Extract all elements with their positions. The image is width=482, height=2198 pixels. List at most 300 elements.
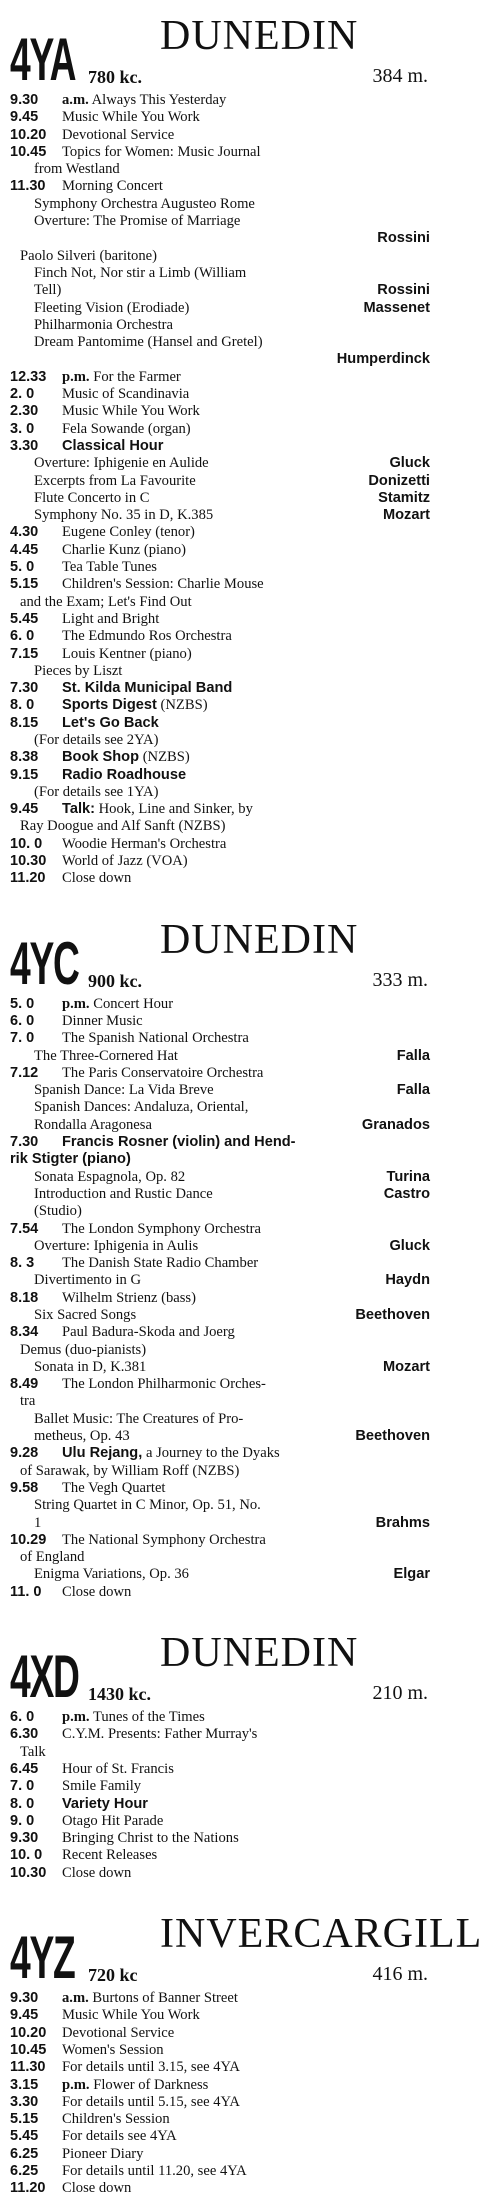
programme-text [62,386,430,403]
programme-text [62,2111,430,2128]
continuation-line: and the Exam; Let's Find Out [20,593,192,610]
time-value: 5.15 [10,576,39,593]
programme-title: Morning Concert [62,178,163,195]
programme-item [10,1796,430,1813]
programme-title: Dinner Music [62,1012,143,1029]
programme-list [10,92,430,888]
programme-text [62,2059,430,2076]
programme-item [10,2007,430,2024]
programme-text [62,1813,430,1830]
programme-text [62,1030,430,1047]
work-line: String Quartet in C Minor, Op. 51, No. [34,1497,261,1514]
programme-title: Bringing Christ to the Nations [62,1830,239,1847]
programme-item [10,1865,430,1882]
programme-text [62,1221,430,1238]
programme-time [10,749,62,766]
time-value: 9. 0 [10,1812,35,1829]
work-line: Spanish Dances: Andaluza, Oriental, [34,1099,249,1116]
programme-title: The National Symphony Orchestra [62,1531,266,1548]
programme-time [10,559,62,576]
work-title: Tell) [34,282,62,299]
station-frequency: 780 kc. [88,67,142,87]
composer-credit: Rossini [377,230,430,247]
programme-item [10,1709,430,1726]
programme-title: The Vegh Quartet [62,1479,166,1496]
programme-item [10,2111,430,2128]
programme-time [10,1221,62,1238]
work-title: Flute Concerto in C [34,489,150,506]
composer-credit: Granados [361,1116,430,1133]
programme-title: Pioneer Diary [62,2145,144,2162]
time-value: 11.30 [10,2059,46,2076]
programme-title: Woodie Herman's Orchestra [62,835,227,852]
programme-time [10,2059,62,2076]
work-line: Philharmonia Orchestra [34,316,174,333]
programme-text [62,1865,430,1882]
work-title: Six Sacred Songs [34,1307,137,1323]
programme-title: St. Kilda Municipal Band [62,680,233,697]
work-line: Dream Pantomime (Hansel and Gretel) [34,334,263,351]
programme-text [62,421,430,438]
continuation-line: of England [20,1549,85,1566]
programme-time [10,1065,62,1082]
programme-time [10,996,62,1013]
programme-text [62,1445,430,1462]
programme-item [10,1030,430,1047]
composer-credit: Elgar [393,1566,430,1583]
work-line: Ballet Music: The Creatures of Pro- [34,1410,244,1427]
programme-text [62,611,430,628]
programme-time [10,836,62,853]
time-value: 10.45 [10,2041,47,2058]
continuation-line: tra [20,1393,36,1410]
programme-item [10,386,430,403]
programme-time [10,386,62,403]
programme-title: Always This Yesterday [91,92,227,108]
work-with-composer [10,473,430,490]
programme-item [10,2180,430,2197]
programme-text [62,403,430,420]
station-call-sign: 4YA [10,26,76,93]
programme-text [62,628,430,645]
programme-text [62,1584,430,1601]
programme-text [62,715,430,732]
programme-text [62,1761,430,1778]
programme-title: The Edmundo Ros Orchestra [62,628,232,645]
programme-text [62,109,430,126]
programme-item [10,996,430,1013]
programme-item [10,767,430,784]
programme-title: Devotional Service [62,2024,175,2041]
programme-time [10,1532,62,1549]
programme-time [10,2077,62,2094]
programme-item [10,836,430,853]
programme-title: Close down [62,1864,132,1881]
programme-time [10,1290,62,1307]
programme-item [10,646,430,663]
work-with-composer [10,1515,430,1532]
time-value: 9.30 [10,1990,39,2007]
programme-title: Recent Releases [62,1847,158,1864]
programme-time [10,1030,62,1047]
programme-text [62,1990,430,2007]
programme-item [10,1065,430,1082]
time-value: 6.30 [10,1726,39,1743]
composer-credit: Brahms [375,1514,430,1531]
programme-time [10,2146,62,2163]
programme-title: Music While You Work [62,109,200,126]
programme-time [10,92,62,109]
programme-title: Francis Rosner (violin) and Hend- [62,1134,296,1151]
time-value: 3.30 [10,437,39,454]
composer-credit: Donizetti [368,472,430,489]
programme-time [10,715,62,732]
station-city: DUNEDIN [160,13,359,59]
time-ampm: a.m. [62,92,89,108]
programme-text [62,749,430,766]
detail-note: (For details see 1YA) [34,783,159,800]
time-value: 5. 0 [10,559,35,576]
programme-text [62,144,430,161]
programme-time [10,1990,62,2007]
continuation-line: Paolo Silveri (baritone) [20,247,157,264]
programme-item [10,749,430,766]
programme-title: Talk: [62,801,95,818]
programme-item [10,1290,430,1307]
programme-text [62,2146,430,2163]
time-value: 10. 0 [10,835,43,852]
programme-time [10,438,62,455]
station-frequency: 900 kc. [88,970,142,991]
time-value: 6. 0 [10,1709,35,1726]
work-with-composer [10,1169,430,1186]
work-with-composer [10,1186,430,1203]
work-title: Overture: Iphigenie en Aulide [34,455,209,472]
programme-time [10,870,62,887]
programme-item [10,870,430,887]
programme-title: Classical Hour [62,437,164,454]
composer-credit: Mozart [382,1358,430,1375]
programme-item [10,2059,430,2076]
programme-time [10,369,62,386]
work-with-composer [10,1566,430,1583]
station-section [10,8,430,888]
continuation-line: Demus (duo-pianists) [20,1341,147,1358]
programme-title: Burtons of Banner Street [92,1990,238,2007]
time-ampm: a.m. [62,1990,89,2007]
time-value: 10. 0 [10,1847,43,1864]
programme-item [10,524,430,541]
time-value: 8. 3 [10,1255,35,1272]
composer-credit: Falla [396,1047,430,1064]
station-header [10,912,430,997]
work-title: Sonata in D, K.381 [34,1358,147,1375]
station-call-sign: 4YC [10,929,79,997]
time-value: 10.20 [10,2024,47,2041]
time-value: 4.30 [10,524,39,541]
programme-text [62,767,430,784]
work-title: metheus, Op. 43 [34,1428,130,1445]
programme-title: Paul Badura-Skoda and Joerg [62,1324,235,1341]
programme-text [62,1532,430,1549]
work-with-composer [10,1359,430,1376]
programme-list [10,1709,430,1882]
programme-text [62,1134,430,1151]
programme-text [62,1255,430,1272]
time-value: 7.12 [10,1064,39,1081]
work-title: Symphony No. 35 in D, K.385 [34,507,214,524]
time-value: 5.15 [10,2111,39,2128]
programme-title: For details see 4YA [62,2128,177,2145]
programme-item [10,1830,430,1847]
programme-item [10,853,430,870]
programme-title: For the Farmer [93,368,181,385]
work-with-composer [10,1272,430,1289]
programme-item [10,1480,430,1497]
programme-time [10,1324,62,1341]
programme-text [62,2007,430,2024]
programme-title: Let's Go Back [62,714,159,731]
programme-time [10,178,62,195]
programme-item [10,438,430,455]
continuation-line: Ray Doogue and Alf Sanft (NZBS) [20,818,226,835]
time-value: 3.15 [10,2076,39,2093]
programme-note: (NZBS) [160,697,208,714]
programme-time [10,853,62,870]
work-title: Rondalla Aragonesa [34,1116,152,1133]
time-value: 9.45 [10,109,39,126]
time-value: 8.18 [10,1289,39,1306]
programme-title: Eugene Conley (tenor) [62,524,195,541]
programme-item [10,801,430,818]
station-section [10,1625,430,1882]
programme-item [10,369,430,386]
station-city: DUNEDIN [160,1630,359,1677]
programme-text [62,1480,430,1497]
programme-item [10,2077,430,2094]
time-value: 12.33 [10,368,47,385]
programme-item [10,1532,430,1549]
programme-text [62,2180,430,2197]
time-ampm: p.m. [62,1709,90,1726]
programme-title: For details until 3.15, see 4YA [62,2059,240,2076]
time-value: 8. 0 [10,1795,35,1812]
programme-title: The London Philharmonic Orches- [62,1376,266,1393]
time-value: 5.45 [10,2128,39,2145]
time-value: 10.30 [10,853,47,870]
time-value: 5. 0 [10,995,35,1012]
programme-item [10,1134,430,1151]
programme-item [10,2163,430,2180]
work-with-composer [10,1428,430,1445]
programme-time [10,2007,62,2024]
programme-time [10,611,62,628]
programme-note: a Journey to the Dyaks [145,1445,280,1462]
programme-title: Tunes of the Times [92,1709,205,1726]
programme-text [62,680,430,697]
programme-title: Sports Digest [62,697,157,714]
programme-title: Music While You Work [62,403,200,420]
programme-title: Charlie Kunz (piano) [62,541,187,558]
programme-title: Louis Kentner (piano) [62,645,192,662]
programme-title: The London Symphony Orchestra [62,1220,262,1237]
time-value: 10.45 [10,143,47,160]
programme-text [62,559,430,576]
programme-title: Book Shop [62,749,140,766]
composer-credit: Rossini [377,282,430,299]
work-title: Overture: Iphigenia in Aulis [34,1237,199,1254]
time-value: 7. 0 [10,1778,35,1795]
work-title: Spanish Dance: La Vida Breve [34,1082,214,1099]
programme-title: The Spanish National Orchestra [62,1030,249,1047]
work-line: Symphony Orchestra Augusteo Rome [34,195,255,212]
programme-title: Concert Hour [93,995,174,1012]
time-value: 3. 0 [10,420,35,437]
programme-text [62,1796,430,1813]
work-title: 1 [34,1514,42,1531]
programme-title: Close down [62,870,132,887]
programme-item [10,127,430,144]
programme-item [10,628,430,645]
work-with-composer [10,282,430,299]
programme-text [62,2042,430,2059]
time-value: 8.34 [10,1324,39,1341]
time-value: 6. 0 [10,1012,35,1029]
programme-time [10,2180,62,2197]
programme-time [10,2042,62,2059]
programme-text [62,1830,430,1847]
programme-title: Close down [62,2180,132,2197]
programme-note: (NZBS) [142,749,190,766]
programme-title: Radio Roadhouse [62,766,187,783]
programme-item [10,1990,430,2007]
programme-time [10,1778,62,1795]
programme-text [62,1324,430,1341]
programme-note: Hook, Line and Sinker, by [98,801,253,818]
programme-item [10,178,430,195]
detail-note: from Westland [34,161,120,178]
programme-time [10,109,62,126]
time-value: 9.58 [10,1479,39,1496]
programme-time [10,2128,62,2145]
programme-time [10,542,62,559]
programme-title: Fela Sowande (organ) [62,420,191,437]
programme-text [62,697,430,714]
station-wavelength: 333 m. [372,968,428,991]
programme-text [62,1709,430,1726]
programme-time [10,1376,62,1393]
programme-time [10,1796,62,1813]
programme-item [10,680,430,697]
programme-text [62,1778,430,1795]
programme-title: Tea Table Tunes [62,559,157,576]
programme-text [62,2128,430,2145]
programme-item [10,1726,430,1743]
work-with-composer [10,490,430,507]
programme-title: The Paris Conservatoire Orchestra [62,1064,264,1081]
composer-credit: Mozart [382,507,430,524]
programme-text [62,438,430,455]
programme-title: Smile Family [62,1778,142,1795]
station-call-sign: 4XD [10,1643,79,1711]
work-title: Fleeting Vision (Erodiade) [34,299,190,316]
time-value: 2.30 [10,403,39,420]
time-value: 4.45 [10,541,39,558]
time-value: 6. 0 [10,628,35,645]
programme-text [62,996,430,1013]
programme-item [10,109,430,126]
programme-title: Music of Scandinavia [62,386,190,403]
continuation-line: rik Stigter (piano) [10,1151,131,1168]
programme-text [62,542,430,559]
work-title: Enigma Variations, Op. 36 [34,1566,189,1583]
continuation-line: Talk [20,1743,46,1760]
programme-item [10,1376,430,1393]
time-value: 11.30 [10,178,46,195]
work-with-composer [10,1117,430,1134]
programme-text [62,2025,430,2042]
programme-item [10,421,430,438]
programme-title: Hour of St. Francis [62,1760,174,1777]
programme-time [10,2094,62,2111]
time-value: 8.49 [10,1376,39,1393]
work-title: Introduction and Rustic Dance [34,1185,213,1202]
work-with-composer [10,1082,430,1099]
work-with-composer [10,507,430,524]
programme-time [10,1584,62,1601]
time-ampm: p.m. [62,2076,90,2093]
programme-time [10,421,62,438]
programme-time [10,680,62,697]
work-with-composer [10,1048,430,1065]
time-value: 9.45 [10,2007,39,2024]
programme-title: C.Y.M. Presents: Father Murray's [62,1726,258,1743]
work-line: Finch Not, Nor stir a Limb (William [34,264,247,281]
programme-item [10,2025,430,2042]
programme-time [10,576,62,593]
station-section [10,1906,482,2198]
programme-title: Devotional Service [62,126,175,143]
programme-item [10,2094,430,2111]
composer-credit: Humperdinck [336,351,430,368]
programme-time [10,2111,62,2128]
programme-title: Topics for Women: Music Journal [62,143,261,160]
time-ampm: p.m. [62,995,90,1012]
work-title: Divertimento in G [34,1272,142,1289]
programme-time [10,646,62,663]
composer-credit: Castro [383,1185,430,1202]
work-with-composer [10,1307,430,1324]
programme-text [62,853,430,870]
programme-item [10,1255,430,1272]
programme-title: Otago Hit Parade [62,1812,164,1829]
programme-title: Close down [62,1583,132,1600]
programme-item [10,715,430,732]
time-value: 9.28 [10,1445,39,1462]
programme-time [10,524,62,541]
time-value: 8.15 [10,714,39,731]
programme-item [10,611,430,628]
programme-title: World of Jazz (VOA) [62,853,188,870]
time-value: 7.30 [10,1134,39,1151]
time-value: 8. 0 [10,697,35,714]
programme-time [10,1709,62,1726]
programme-item [10,1013,430,1030]
work-title: Sonata Espagnola, Op. 82 [34,1168,186,1185]
station-wavelength: 416 m. [372,1963,428,1986]
programme-text [62,2163,430,2180]
composer-credit: Beethoven [355,1307,430,1323]
